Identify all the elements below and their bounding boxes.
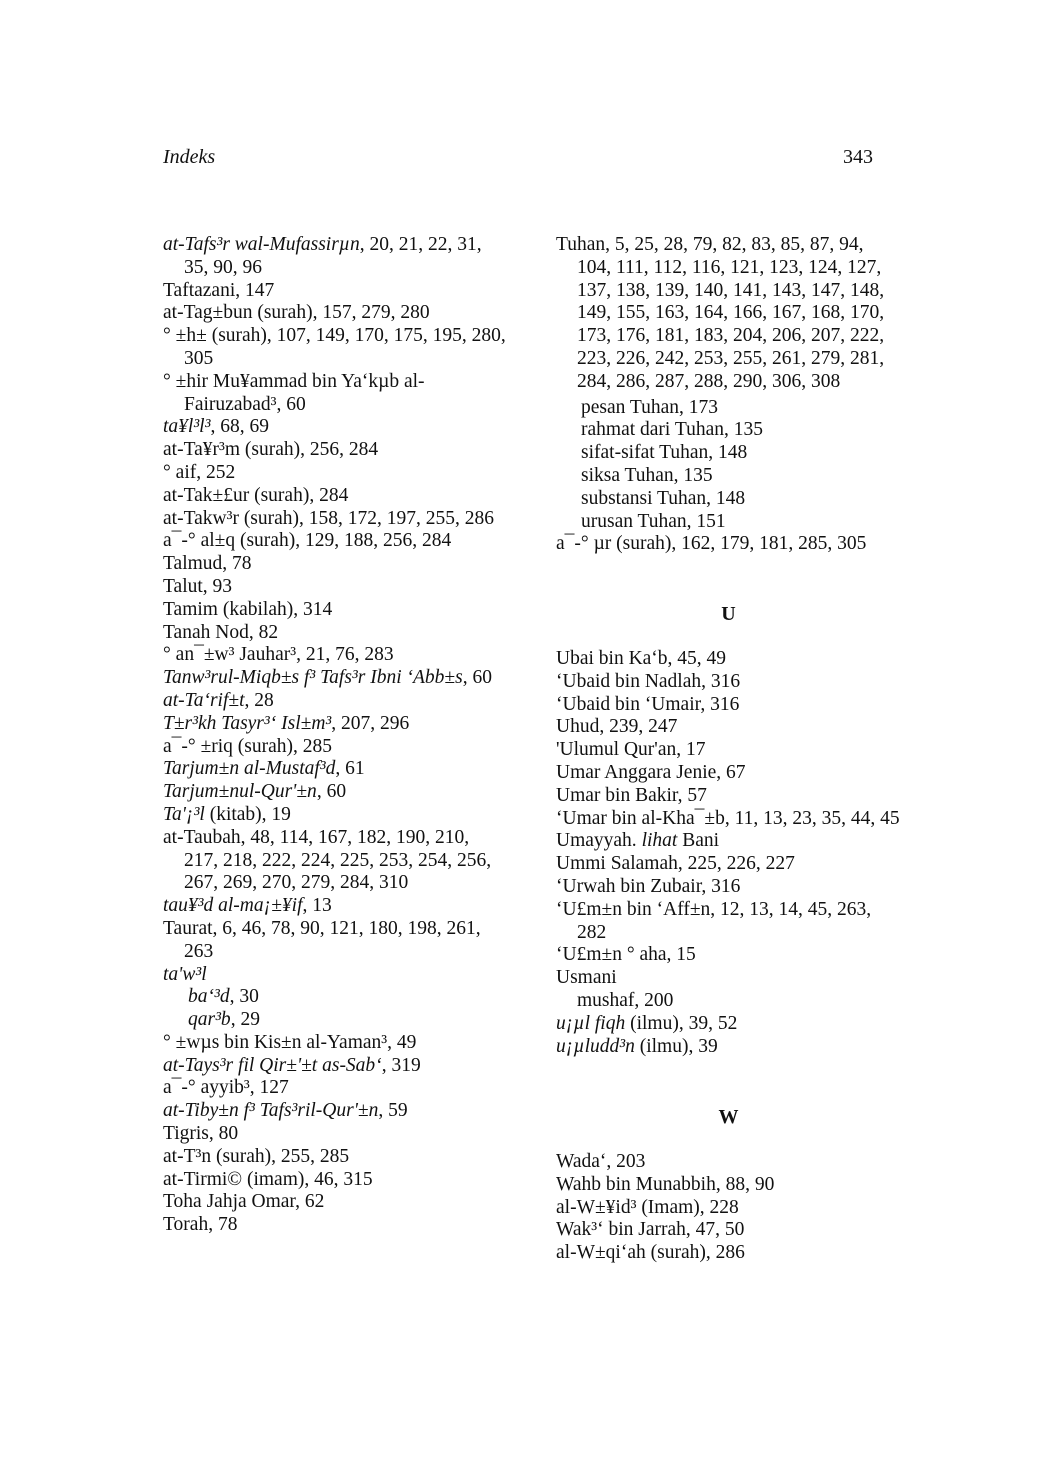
index-entry	[556, 830, 901, 853]
section-heading-u: U	[721, 603, 736, 626]
entry-term: Taurat, 6, 46, 78, 90, 121, 180, 198, 261, 263	[163, 917, 481, 962]
index-entry	[163, 1077, 508, 1100]
index-entry	[163, 964, 508, 987]
entry-term: at-Tirmi© (imam), 46, 315	[163, 1168, 373, 1190]
index-subentry	[163, 1009, 508, 1032]
index-entry	[163, 690, 508, 713]
index-entry	[556, 1219, 901, 1242]
index-entry	[163, 599, 508, 622]
index-entry	[163, 758, 508, 781]
index-entry	[163, 1146, 508, 1169]
entry-pages: , 59	[378, 1100, 408, 1122]
index-entry	[163, 895, 508, 918]
index-subentry	[556, 465, 901, 488]
index-entry	[556, 716, 901, 739]
entry-pages: , 20, 21, 22, 31, 35, 90, 96	[184, 234, 482, 278]
entry-term: ba‘³d	[188, 986, 230, 1008]
entry-term: at-Tiby±n f³ Tafs³ril-Qur'±n	[163, 1100, 379, 1122]
entry-term: Ummi Salamah, 225, 226, 227	[556, 853, 795, 875]
entry-term: at-Ta¥r³m (surah), 256, 284	[163, 439, 379, 461]
entry-term: siksa Tuhan, 135	[581, 464, 713, 486]
entry-term: ta'w³l	[163, 963, 207, 985]
entry-term: Ta'¡³l	[163, 803, 205, 825]
index-column-left	[163, 234, 508, 1237]
entry-term: a¯-° µr (surah), 162, 179, 181, 285, 305	[556, 533, 867, 555]
subentry-list	[556, 397, 901, 534]
index-entry	[556, 967, 901, 990]
entry-term: ° an¯±w³ Jauhar³, 21, 76, 283	[163, 644, 394, 666]
index-entry	[163, 644, 508, 667]
entry-term: tau¥³d al-ma¡±¥if	[163, 895, 303, 917]
entry-term: ‘U£m±n ° aha, 15	[556, 944, 696, 966]
entry-term: ‘Umar bin al-Kha¯±b, 11, 13, 23, 35, 44, 45	[556, 807, 900, 829]
entry-term: at-Tafs³r wal-Mufassirµn	[163, 234, 360, 255]
index-entry	[163, 371, 508, 417]
index-entry	[163, 781, 508, 804]
index-entry	[163, 736, 508, 759]
entry-term: Toha Jahja Omar, 62	[163, 1191, 325, 1213]
subentry-list	[163, 986, 508, 1032]
entry-term: ‘Ubaid bin ‘Umair, 316	[556, 693, 740, 715]
entry-term: at-Taubah, 48, 114, 167, 182, 190, 210, 217, 218, 222, 224, 225, 253, 254, 256, 267, 269, 270, 279, 284, 310	[163, 826, 492, 894]
entry-term: Taftazani, 147	[163, 279, 275, 301]
index-entry	[556, 1151, 901, 1174]
index-entry	[556, 808, 901, 831]
entry-term: pesan Tuhan, 173	[581, 396, 719, 418]
entry-term: Tanw³rul-Miqb±s f³ Tafs³r Ibni ‘Abb±s	[163, 667, 463, 689]
index-entry	[556, 853, 901, 876]
index-entry	[163, 462, 508, 485]
entry-term: T±r³kh Tasyr³‘ Isl±m³	[163, 712, 332, 734]
entry-term: al-W±¥id³ (Imam), 228	[556, 1196, 739, 1218]
entry-term: a¯-° ±riq (surah), 285	[163, 735, 333, 757]
index-subentry	[556, 419, 901, 442]
index-entry	[163, 439, 508, 462]
entry-term: urusan Tuhan, 151	[581, 510, 726, 532]
index-subentry	[556, 511, 901, 534]
index-entry	[163, 553, 508, 576]
index-entry	[163, 1214, 508, 1237]
index-entry	[556, 1242, 901, 1265]
index-entry	[556, 1013, 901, 1036]
entry-pages: lihat	[641, 830, 678, 852]
entry-term: rahmat dari Tuhan, 135	[581, 419, 763, 441]
entry-pages: , 319	[381, 1054, 421, 1076]
index-group-w	[556, 1151, 901, 1265]
entry-term: substansi Tuhan, 148	[581, 487, 746, 509]
index-entry	[163, 667, 508, 690]
entry-term: Tuhan, 5, 25, 28, 79, 82, 83, 85, 87, 94, 104, 111, 112, 116, 121, 123, 124, 127, 137, 138, 139, 140, 141, 143, 147, 148, 149, 155, 163, 164, 166, 167, 168, 170, 173, 176, 181, 183, 204, 206, 207, 222, 223, 226, 242, 253, 255, 261, 279, 281, 284, 286, 287, 288, 290, 306, 308	[556, 234, 885, 392]
entry-term: Wahb bin Munabbih, 88, 90	[556, 1173, 775, 1195]
entry-term: qar³b	[188, 1009, 231, 1031]
entry-term: u¡µludd³n	[556, 1035, 635, 1057]
index-group-u	[556, 648, 901, 1058]
entry-term: Uhud, 239, 247	[556, 716, 678, 738]
index-subentry	[556, 990, 901, 1013]
entry-term: at-Takw³r (surah), 158, 172, 197, 255, 286	[163, 507, 495, 529]
entry-pages: , 60	[462, 667, 492, 689]
index-entry	[163, 1100, 508, 1123]
entry-term: ° ±hir Mu¥ammad bin Ya‘kµb al-Fairuzabad³, 60	[163, 370, 425, 415]
index-entry	[556, 739, 901, 762]
entry-term: mushaf, 200	[577, 989, 674, 1011]
index-entry	[556, 876, 901, 899]
page-number: 343	[843, 146, 873, 168]
index-entry	[163, 804, 508, 827]
entry-term: 'Ulumul Qur'an, 17	[556, 739, 706, 761]
index-entry	[556, 785, 901, 808]
index-entry	[163, 302, 508, 325]
index-entry	[556, 944, 901, 967]
entry-term: al-W±qi‘ah (surah), 286	[556, 1242, 745, 1264]
entry-term: Wak³‘ bin Jarrah, 47, 50	[556, 1219, 745, 1241]
entry-term: ° ±h± (surah), 107, 149, 170, 175, 195, 280, 305	[163, 325, 506, 369]
index-subentry	[163, 986, 508, 1009]
index-column-right	[556, 234, 901, 1265]
entry-term: a¯-° al±q (surah), 129, 188, 256, 284	[163, 530, 452, 552]
index-group-t-continued	[556, 234, 901, 556]
index-entry	[163, 280, 508, 303]
index-entry	[556, 762, 901, 785]
entry-term: ‘Ubaid bin Nadlah, 316	[556, 670, 741, 692]
entry-term: Umayyah.	[556, 830, 642, 852]
index-entry	[163, 485, 508, 508]
index-entry	[163, 508, 508, 531]
index-entry	[163, 1055, 508, 1078]
entry-term: u¡µl fiqh	[556, 1012, 626, 1034]
index-entry	[556, 648, 901, 671]
index-entry	[556, 234, 901, 394]
entry-term: Wada‘, 203	[556, 1151, 646, 1173]
index-entry	[163, 918, 508, 964]
index-subentry	[556, 488, 901, 511]
entry-pages: , 68, 69	[210, 416, 269, 438]
entry-term: Tarjum±nul-Qur'±n	[163, 781, 317, 803]
entry-term: ‘Urwah bin Zubair, 316	[556, 875, 741, 897]
index-entry	[556, 1174, 901, 1197]
index-entry	[163, 1032, 508, 1055]
entry-pages: , 28	[244, 689, 274, 711]
index-entry	[163, 530, 508, 553]
entry-term: ° aif, 252	[163, 461, 236, 483]
index-entry	[556, 694, 901, 717]
running-header-title: Indeks	[163, 146, 216, 168]
entry-term: Torah, 78	[163, 1214, 238, 1236]
index-entry	[163, 325, 508, 371]
entry-term: at-T³n (surah), 255, 285	[163, 1145, 350, 1167]
section-heading-w: W	[718, 1106, 739, 1129]
entry-pages: (ilmu), 39, 52	[625, 1012, 738, 1034]
index-entry	[163, 234, 508, 280]
entry-term: Tamim (kabilah), 314	[163, 598, 333, 620]
entry-pages: , 29	[230, 1009, 260, 1031]
index-subentry	[556, 442, 901, 465]
index-entry	[556, 533, 901, 556]
index-entry	[163, 1123, 508, 1146]
index-entry	[163, 1169, 508, 1192]
index-entry	[556, 899, 901, 945]
entry-term: sifat-sifat Tuhan, 148	[581, 442, 748, 464]
entry-term: Usmani	[556, 967, 617, 989]
entry-term: at-Ta‘rif±t	[163, 689, 245, 711]
entry-term: at-Tak±£ur (surah), 284	[163, 484, 349, 506]
index-subentry	[556, 397, 901, 420]
index-entry	[163, 713, 508, 736]
index-entry	[163, 622, 508, 645]
entry-term: Tanah Nod, 82	[163, 621, 279, 643]
entry-term: ‘U£m±n bin ‘Aff±n, 12, 13, 14, 45, 263, 282	[556, 898, 872, 943]
entry-term: ta¥l³l³	[163, 416, 211, 438]
entry-pages: , 60	[316, 781, 347, 803]
index-entry	[556, 1197, 901, 1220]
entry-term: Tigris, 80	[163, 1123, 239, 1145]
entry-term: at-Tays³r fil Qir±'±t as-Sab‘	[163, 1054, 382, 1076]
entry-term: Talut, 93	[163, 575, 233, 597]
entry-term: Ubai bin Ka‘b, 45, 49	[556, 647, 727, 669]
index-entry	[163, 827, 508, 895]
index-entry	[556, 671, 901, 694]
subentry-list	[556, 990, 901, 1013]
index-entry	[163, 416, 508, 439]
entry-term: Umar bin Bakir, 57	[556, 784, 707, 806]
index-entry	[556, 1036, 901, 1059]
entry-term: Talmud, 78	[163, 553, 252, 575]
entry-term: a¯-° ayyib³, 127	[163, 1077, 289, 1099]
entry-pages: , 30	[229, 986, 259, 1008]
index-entry	[163, 576, 508, 599]
index-entry	[163, 1191, 508, 1214]
entry-pages: , 13	[302, 895, 332, 917]
entry-pages: , 207, 296	[331, 712, 410, 734]
entry-pages: (ilmu), 39	[634, 1035, 718, 1057]
entry-extra: Bani	[677, 830, 720, 852]
entry-term: ° ±wµs bin Kis±n al-Yaman³, 49	[163, 1031, 417, 1053]
entry-pages: (kitab), 19	[204, 803, 291, 825]
entry-term: Tarjum±n al-Mustaf³d	[163, 758, 336, 780]
entry-term: Umar Anggara Jenie, 67	[556, 761, 746, 783]
entry-term: at-Tag±bun (surah), 157, 279, 280	[163, 302, 430, 324]
entry-pages: , 61	[335, 758, 365, 780]
